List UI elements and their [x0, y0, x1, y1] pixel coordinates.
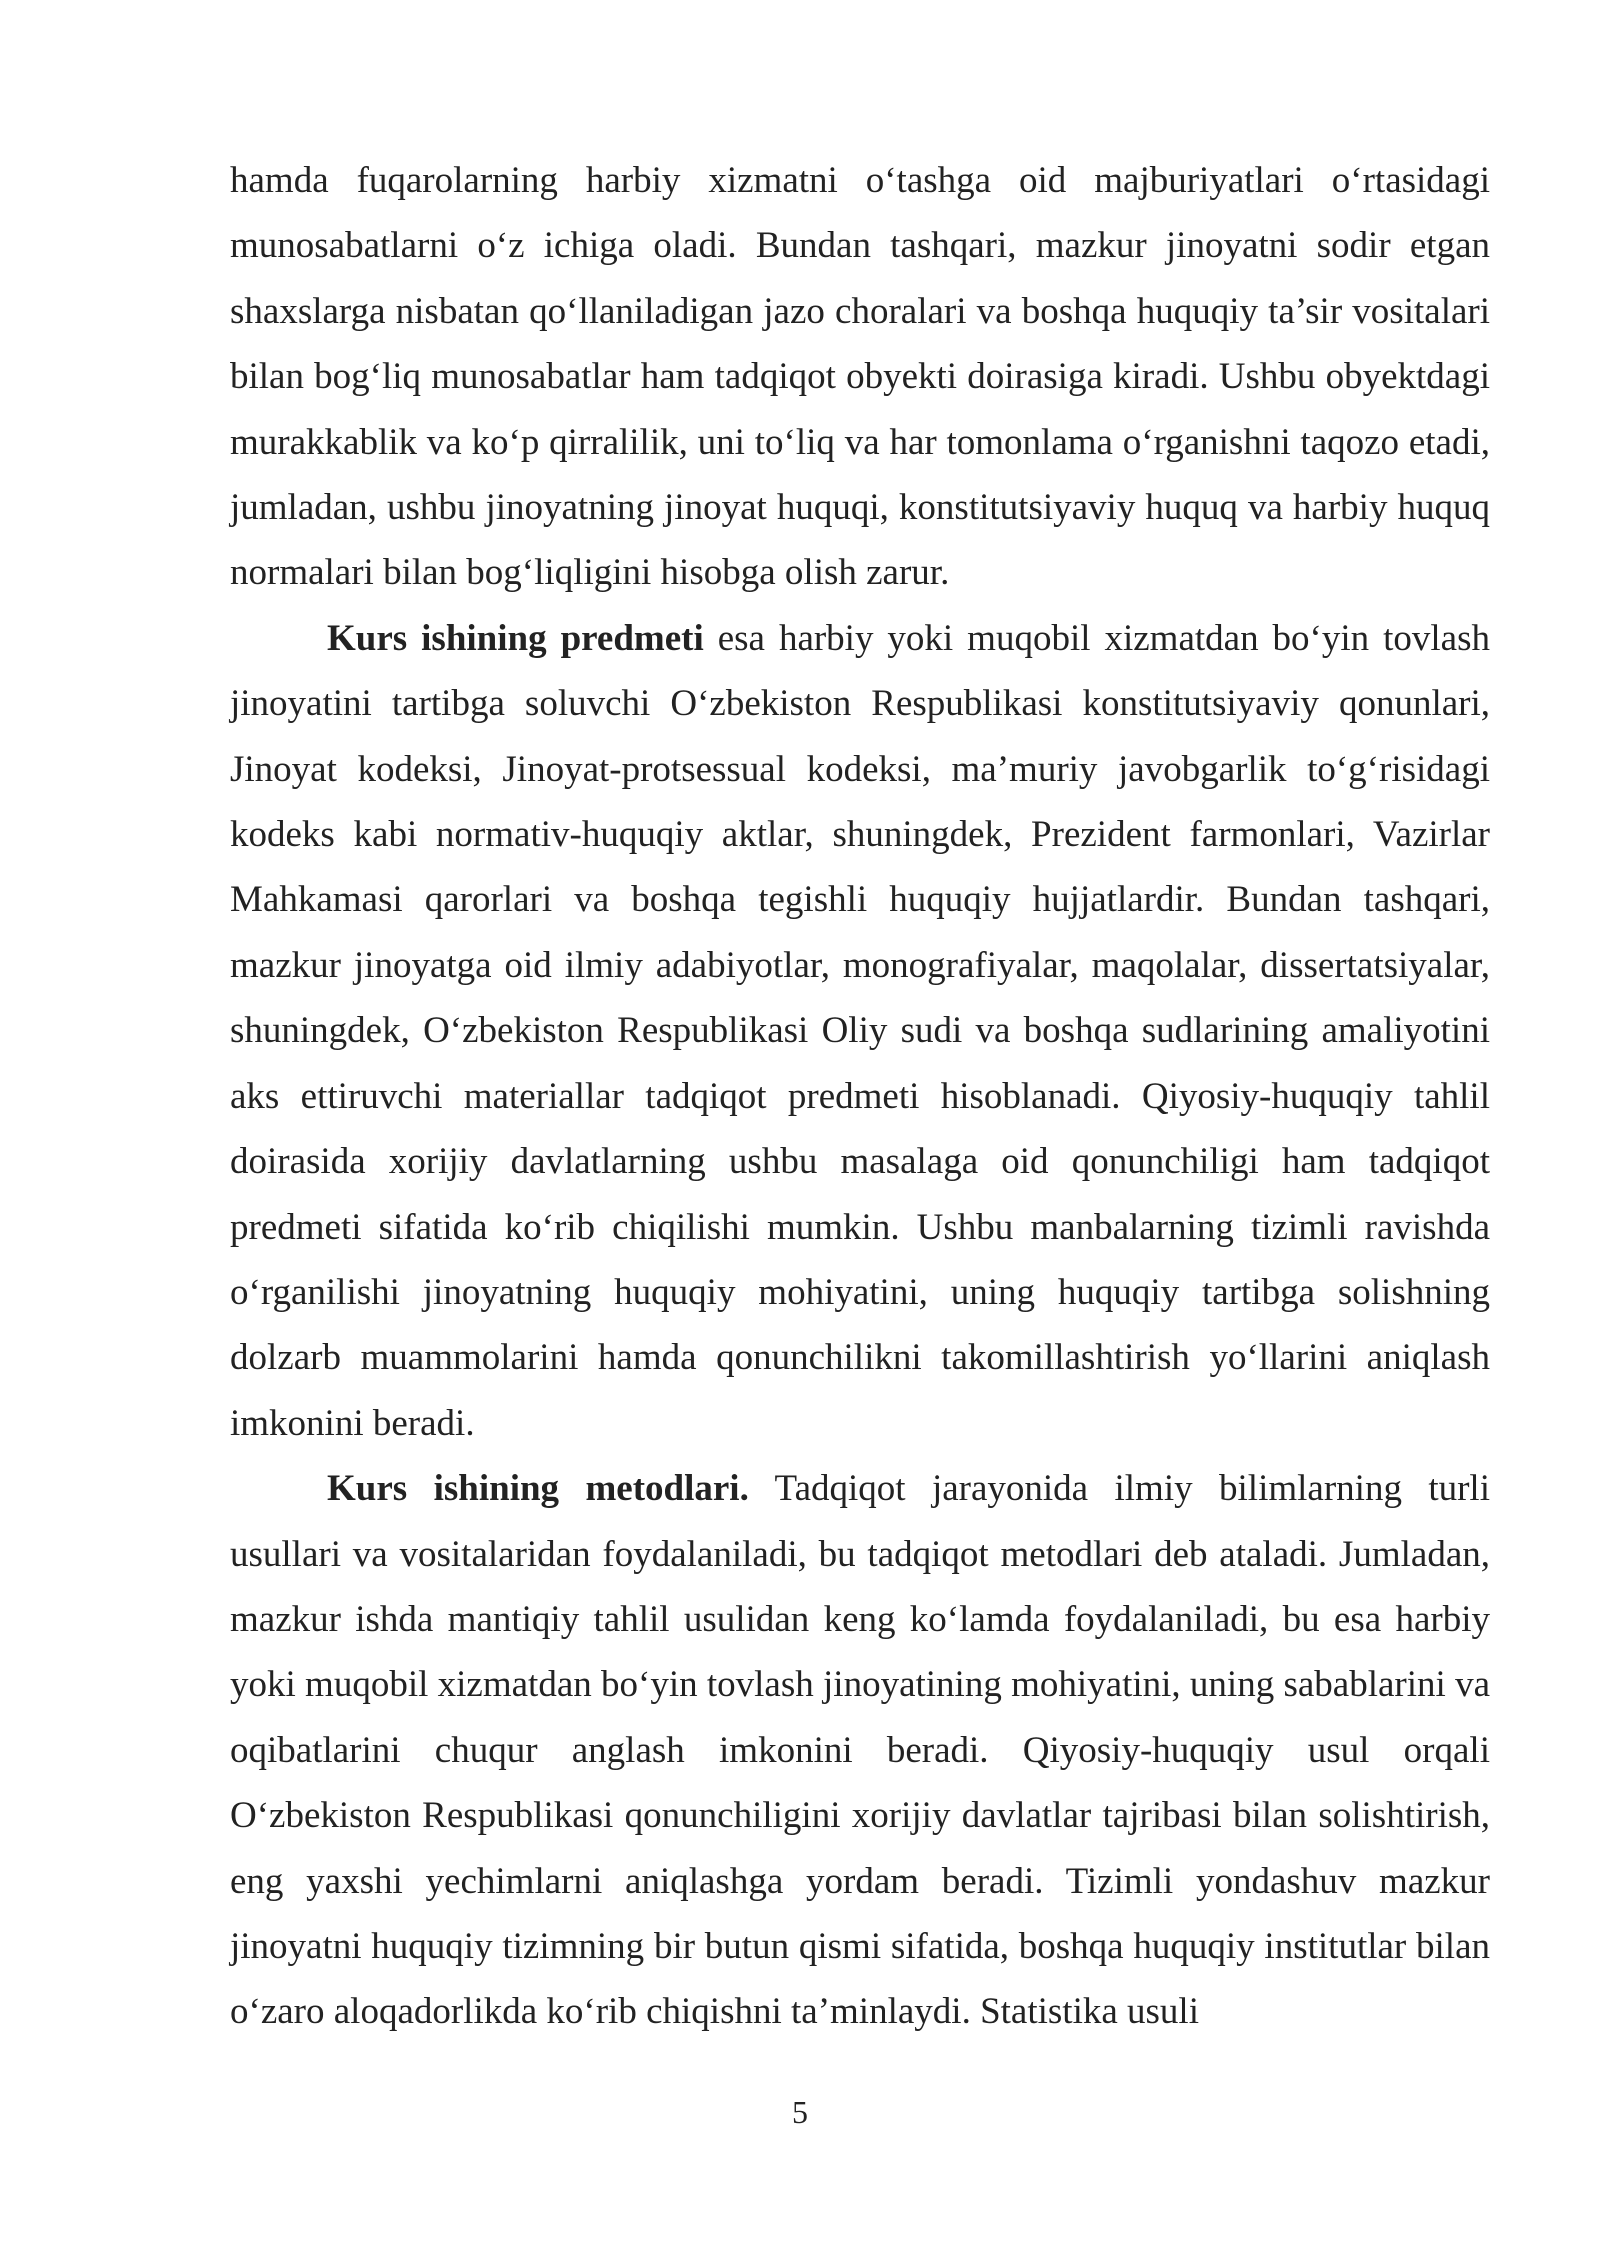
paragraph-object [230, 148, 1490, 606]
paragraph-subject-text: esa harbiy yoki muqobil xizmatdan bo‘yin tovlash jinoyatini tartibga soluvchi O‘zbekiston Respublikasi konstitutsiyaviy qonunlari, Jinoyat kodeksi, Jinoyat-protsessual kodeksi, ma’muriy javobgarlik to‘g‘risidagi kodeks kabi normativ-huquqiy aktlar, shuningdek, Prezident farmonlari, Vazirlar Mahkamasi qarorlari va boshqa tegishli huquqiy hujjatlardir. Bundan tashqari, mazkur jinoyatga oid ilmiy adabiyotlar, monografiyalar, maqolalar, dissertatsiyalar, shuningdek, O‘zbekiston Respublikasi Oliy sudi va boshqa sudlarining amaliyotini aks ettiruvchi materiallar tadqiqot predmeti hisoblanadi. Qiyosiy-huquqiy tahlil doirasida xorijiy davlatlarning ushbu masalaga oid qonunchiligi ham tadqiqot predmeti sifatida ko‘rib chiqilishi mumkin. Ushbu manbalarning tizimli ravishda o‘rganilishi jinoyatning huquqiy mohiyatini, uning huquqiy tartibga solishning dolzarb muammolarini hamda qonunchilikni takomillashtirish yo‘llarini aniqlash imkonini beradi. [230, 617, 1490, 1444]
page-number: 5 [792, 2094, 808, 2130]
paragraph-object-text: hamda fuqarolarning harbiy xizmatni o‘tashga oid majburiyatlari o‘rtasidagi munosabatlarni o‘z ichiga oladi. Bundan tashqari, mazkur jinoyatni sodir etgan shaxslarga nisbatan qo‘llaniladigan jazo choralari va boshqa huquqiy ta’sir vositalari bilan bog‘liq munosabatlar ham tadqiqot obyekti doirasiga kiradi. Ushbu obyektdagi murakkablik va ko‘p qirralilik, uni to‘liq va har tomonlama o‘rganishni taqozo etadi, jumladan, ushbu jinoyatning jinoyat huquqi, konstitutsiyaviy huquq va harbiy huquq normalari bilan bog‘liqligini hisobga olish zarur. [230, 160, 1490, 594]
paragraph-methods [230, 1456, 1490, 2045]
paragraph-subject [230, 606, 1490, 1456]
methods-heading: Kurs ishining metodlari. [327, 1468, 749, 1510]
document-body [230, 148, 1490, 2045]
paragraph-methods-text: Tadqiqot jarayonida ilmiy bilimlarning turli usullari va vositalaridan foydalaniladi, bu tadqiqot metodlari deb ataladi. Jumladan, mazkur ishda mantiqiy tahlil usulidan keng ko‘lamda foydalaniladi, bu esa harbiy yoki muqobil xizmatdan bo‘yin tovlash jinoyatining mohiyatini, uning sabablarini va oqibatlarini chuqur anglash imkonini beradi. Qiyosiy-huquqiy usul orqali O‘zbekiston Respublikasi qonunchiligini xorijiy davlatlar tajribasi bilan solishtirish, eng yaxshi yechimlarni aniqlashga yordam beradi. Tizimli yondashuv mazkur jinoyatni huquqiy tizimning bir butun qismi sifatida, boshqa huquqiy institutlar bilan o‘zaro aloqadorlikda ko‘rib chiqishni ta’minlaydi. Statistika usuli [230, 1468, 1490, 2033]
subject-heading: Kurs ishining predmeti [327, 617, 704, 659]
